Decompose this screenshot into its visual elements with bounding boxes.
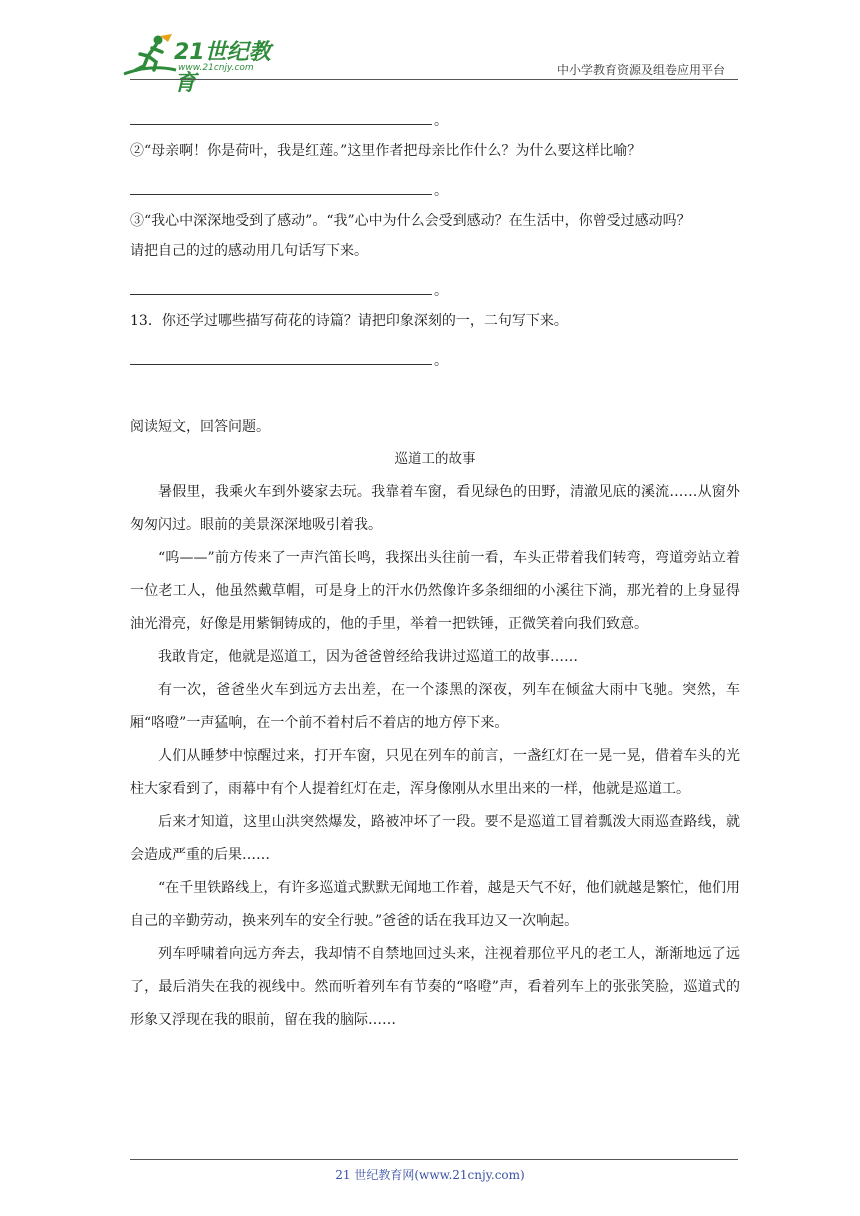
answer-line	[130, 293, 432, 295]
platform-name: 中小学教育资源及组卷应用平台	[556, 63, 725, 77]
runner-logo-icon	[122, 34, 178, 78]
footer-link[interactable]: 21 世纪教育网(www.21cnjy.com)	[335, 1168, 525, 1182]
question-3-line-1: ③“我心中深深地受到了感动”。“我”心中为什么会受到感动？在生活中，你曾受过感动吗？	[130, 213, 691, 229]
header-divider	[130, 79, 738, 80]
paragraph: 有一次，爸爸坐火车到远方去出差，在一个漆黑的深夜，列车在倾盆大雨中飞驰。突然，车厢“咯噔”一声猛响，在一个前不着村后不着店的地方停下来。	[130, 682, 740, 731]
answer-blank-1[interactable]	[130, 100, 740, 128]
paragraph: 列车呼啸着向远方奔去，我却情不自禁地回过头来，注视着那位平凡的老工人，渐渐地远了远了，最后消失在我的视线中。然而听着列车有节奏的“咯噔”声，看着列车上的张张笑脸，巡道式的形象又浮现在我的眼前，留在我的脑际……	[130, 946, 740, 1028]
paragraph: 后来才知道，这里山洪突然爆发，路被冲坏了一段。要不是巡道工冒着瓢泼大雨巡查路线，就会造成严重的后果……	[130, 814, 740, 863]
blank-period: 。	[434, 353, 448, 369]
answer-blank-3[interactable]	[130, 270, 740, 298]
logo-text: 21世纪教育	[174, 40, 271, 96]
paragraph: “在千里铁路线上，有许多巡道式默默无闻地工作着，越是天气不好，他们就越是繁忙，他们用自己的辛勤劳动，换来列车的安全行驶。”爸爸的话在我耳边又一次响起。	[130, 880, 740, 929]
paragraph: “呜——”前方传来了一声汽笛长鸣，我探出头往前一看，车头正带着我们转弯，弯道旁站立着一位老工人，他虽然戴草帽，可是身上的汗水仍然像许多条细细的小溪往下淌，那光着的上身显得油光滑亮，好像是用紫铜铸成的，他的手里，举着一把铁锤，正微笑着向我们致意。	[130, 550, 740, 632]
question-3-line-2: 请把自己的过的感动用几句话写下来。	[130, 243, 368, 259]
logo-url: www.21cnjy.com	[178, 63, 254, 73]
question-2: ②“母亲啊！你是荷叶，我是红莲。”这里作者把母亲比作什么？为什么要这样比喻？	[130, 143, 642, 159]
reading-prompt: 阅读短文，回答问题。	[130, 419, 270, 435]
blank-period: 。	[434, 283, 448, 299]
answer-line	[130, 123, 432, 125]
paragraph: 我敢肯定，他就是巡道工，因为爸爸曾经给我讲过巡道工的故事……	[158, 649, 578, 665]
paragraph: 暑假里，我乘火车到外婆家去玩。我靠着车窗，看见绿色的田野，清澈见底的溪流……从窗外匆匆闪过。眼前的美景深深地吸引着我。	[130, 484, 740, 533]
blank-period: 。	[434, 183, 448, 199]
answer-blank-2[interactable]	[130, 170, 740, 198]
reading-passage	[130, 414, 740, 1037]
answer-line	[130, 363, 432, 365]
answer-blank-13[interactable]	[130, 340, 740, 368]
site-logo[interactable]	[122, 34, 292, 96]
question-13: 13．你还学过哪些描写荷花的诗篇？请把印象深刻的一，二句写下来。	[130, 313, 568, 329]
footer-divider	[130, 1159, 738, 1160]
paragraph: 人们从睡梦中惊醒过来，打开车窗，只见在列车的前言，一盏红灯在一晃一晃，借着车头的光柱大家看到了，雨幕中有个人提着红灯在走，浑身像刚从水里出来的一样，他就是巡道工。	[130, 748, 740, 797]
questions-section	[130, 100, 740, 368]
blank-period: 。	[434, 113, 448, 129]
page-header	[0, 0, 860, 96]
answer-line	[130, 193, 432, 195]
passage-title: 巡道工的故事	[394, 451, 476, 467]
